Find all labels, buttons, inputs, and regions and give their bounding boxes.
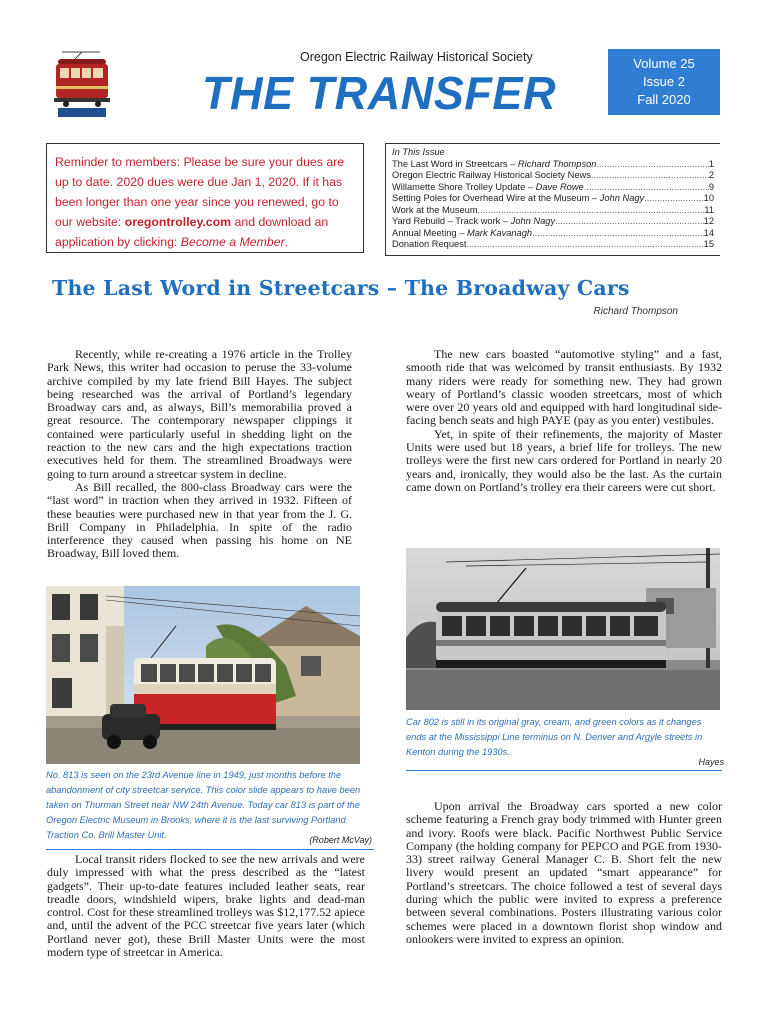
toc-item[interactable] [392, 159, 714, 171]
toc-item-author: Dave Rowe [535, 181, 584, 192]
toc-item-page: 15 [703, 239, 714, 249]
toc-item-page: 11 [704, 204, 714, 215]
toc-leader-dots [478, 205, 705, 217]
toc-item-page: 10 [703, 193, 714, 203]
photo-car-813 [46, 586, 360, 764]
caption-divider [406, 770, 722, 771]
toc-item[interactable] [392, 216, 714, 228]
reminder-text-2: and download an application by clicking: [55, 215, 329, 249]
article-author: Richard Thompson [593, 306, 678, 317]
dues-reminder [46, 143, 364, 253]
toc-item-title: Work at the Museum [392, 204, 478, 215]
caption-car-813: No. 813 is seen on the 23rd Avenue line in 1949, just months before the abandonment of city streetcar service. This color slide appears to have been taken on Thurman Street near NW 24th Avenue. Today car 813 is part of the Oregon Electric Museum in Brooks, where it is the last surviving Portland Traction Co. Brill Master Unit. [46, 770, 361, 840]
column-2-bottom [406, 800, 722, 946]
season-label: Fall 2020 [637, 92, 691, 107]
credit-car-802: Hayes [698, 757, 724, 767]
column-1-bottom [47, 853, 365, 959]
toc-item-page: 1 [708, 158, 714, 169]
reminder-text-3: . [284, 235, 289, 249]
article-paragraph: The new cars boasted “automotive styling” and a fast, smooth ride that was welcomed by transit enthusiasts. By 1932 many riders were ready for something new. They had grown weary of Portland’s classic wooden streetcars, most of which were over 20 years old and equipped with hard longitudinal side-facing bench seats and high PAYE (pay as you enter) vestibules. [406, 347, 722, 428]
toc-item[interactable] [392, 182, 714, 194]
article-title: The Last Word in Streetcars – The Broadway Cars [52, 276, 630, 300]
toc-item-page: 12 [703, 216, 714, 226]
caption-divider [46, 849, 374, 850]
toc-item-title: Yard Rebuild – Track work – [392, 216, 511, 226]
toc-item-author: John Nagy [599, 193, 645, 203]
newsletter-title: THE TRANSFER [202, 67, 557, 119]
issue-info-box [608, 49, 720, 115]
column-2-top [406, 348, 722, 494]
toc-item-title: Annual Meeting – [392, 227, 467, 238]
toc-leader-dots [584, 182, 709, 194]
streetcar-logo [52, 50, 114, 118]
reminder-text-1: Reminder to members: Please be sure your dues are up to date. 2020 dues were due Jan 1, 2020. If it has been longer than one year since you renewed, go to our website: [55, 155, 345, 229]
column-1-top [47, 348, 352, 561]
article-paragraph: Recently, while re-creating a 1976 article in the Trolley Park News, this writer had occasion to peruse the 33-volume archive compiled by my late friend Bill Hayes. The subject being researched was the arrival of Portland’s legendary Broadway cars and, as always, Bill’s memorabilia proved a great resource. The contemporary newspaper clippings it contained were particularly useful in shedding light on the reaction to the new cars and the high expectations traction executives held for them. The streamlined Broadways were going to turn around a streetcar system in decline. [47, 347, 352, 481]
toc-item-page: 14 [703, 227, 714, 238]
organization-name: Oregon Electric Railway Historical Society [300, 50, 533, 64]
toc-item[interactable] [392, 170, 714, 182]
photo-car-802 [406, 548, 720, 710]
website-link[interactable]: oregontrolley.com [124, 215, 232, 229]
toc-leader-dots [596, 159, 708, 171]
toc-leader-dots [466, 239, 703, 251]
toc-item-title: Willamette Shore Trolley Update – [392, 181, 536, 192]
toc-item-title: The Last Word in Streetcars – [392, 158, 518, 169]
toc-item-title: Setting Poles for Overhead Wire at the Museum – [392, 193, 600, 203]
toc-leader-dots [591, 170, 709, 182]
in-this-issue [385, 143, 720, 256]
toc-item[interactable] [392, 239, 714, 251]
toc-item[interactable] [392, 193, 714, 205]
toc-item-author: Richard Thompson [517, 158, 597, 169]
toc-leader-dots [532, 228, 704, 240]
toc-list [392, 159, 714, 251]
toc-item[interactable] [392, 205, 714, 217]
toc-item-author: John Nagy [510, 216, 556, 226]
toc-item-author: Mark Kavanagh [466, 227, 533, 238]
toc-item-page: 2 [708, 170, 714, 180]
toc-item-title: Oregon Electric Railway Historical Society News [392, 170, 591, 180]
toc-leader-dots [555, 216, 704, 228]
toc-heading: In This Issue [392, 147, 445, 157]
article-paragraph: Yet, in spite of their refinements, the majority of Master Units were used but 18 years, a brief life for trolleys. The new trolleys were the first new cars ordered for Portland in nearly 20 years and, ironically, they would also be the last. As the curtain came down on Portland’s trolley era their careers were cut short. [406, 426, 722, 494]
toc-item-page: 9 [708, 181, 714, 192]
article-paragraph: Upon arrival the Broadway cars sported a new color scheme featuring a French gray body trimmed with Hunter green and ivory. Roofs were black. Pacific Northwest Public Service Company (the holding company for PEPCO and PGE from 1930-33) street railway General Manager C. B. Short felt the new livery would present an updated “smart appearance” for Portland’s streetcars. The choice followed a test of several days during which the public were invited to express a preference between several combinations. Posters illustrating various color schemes were placed in a downtown florist shop window and onlookers were invited to express an opinion. [406, 799, 722, 946]
toc-item[interactable] [392, 228, 714, 240]
toc-item-title: Donation Request [392, 239, 467, 249]
article-paragraph: Local transit riders flocked to see the new arrivals and were duly impressed with what the press described as the “latest gadgets”. Their up-to-date features included leather seats, rear treadle doors, windshield wipers, brake lights and dead-man control. Cost for these streamlined trolleys was $12,177.52 apiece and, until the advent of the PCC streetcar five years later (which Portland never got), these Brill Master Units were the most modern type of streetcar in America. [47, 852, 365, 960]
article-paragraph: As Bill recalled, the 800-class Broadway cars were the “last word” in traction when they arrived in 1932. Fifteen of these beauties were purchased new in that year from the J. G. Brill Company in Philadelphia. In spite of the radio interference they caused when passing his home on NE Broadway, Bill loved them. [47, 479, 352, 561]
caption-car-802: Car 802 is still in its original gray, cream, and green colors as it changes ends at the Mississippi Line terminus on N. Denver and Argyle streets in Kenton during the 1930s. [406, 717, 703, 757]
credit-car-813: (Robert McVay) [309, 835, 372, 845]
issue-label: Issue 2 [643, 74, 685, 89]
toc-leader-dots [644, 193, 703, 205]
become-member-link[interactable]: Become a Member [180, 235, 285, 249]
volume-label: Volume 25 [633, 56, 695, 71]
